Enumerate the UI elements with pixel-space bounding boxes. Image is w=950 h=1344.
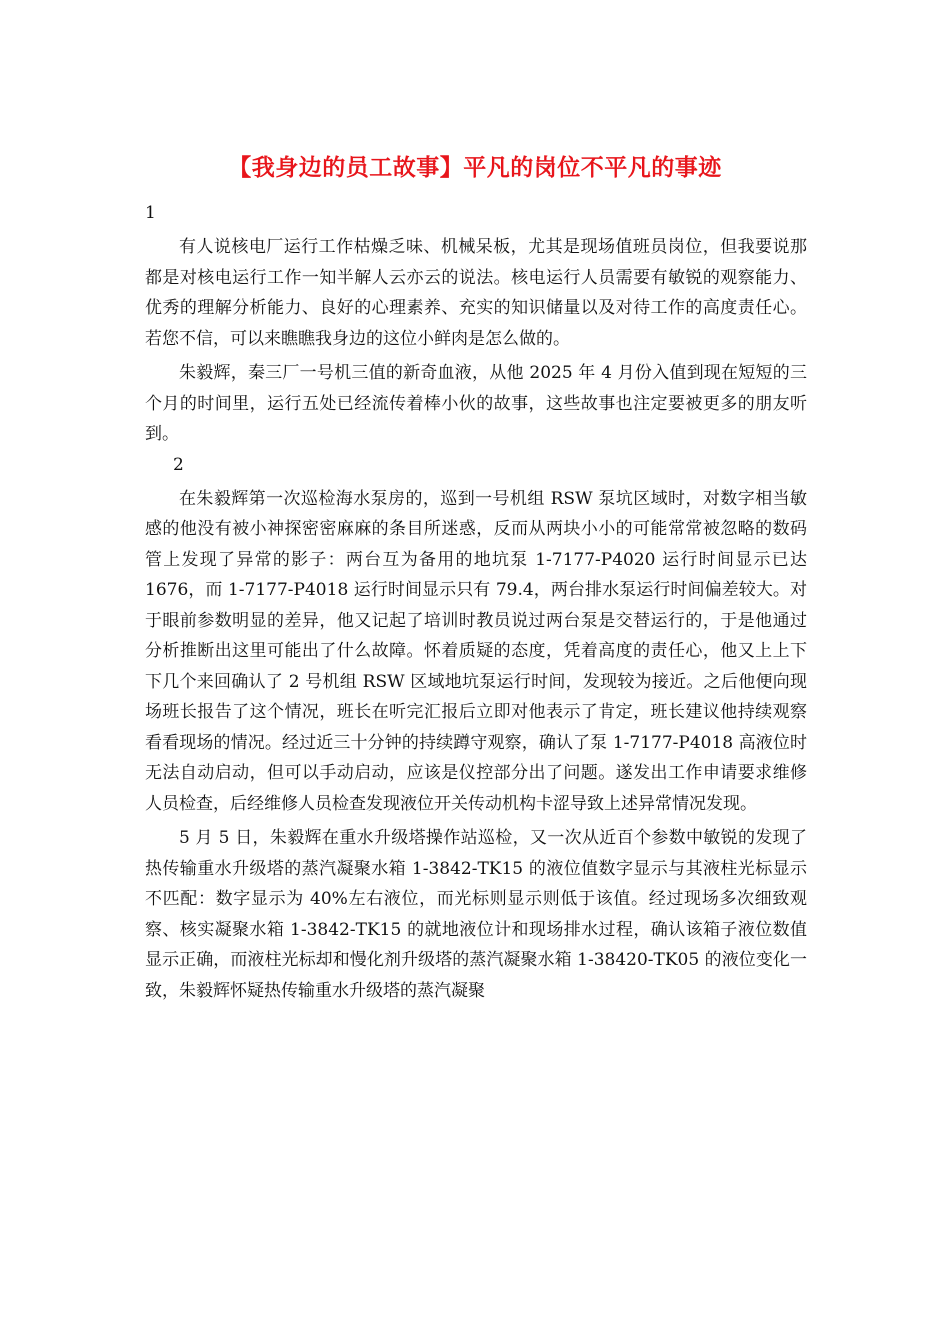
paragraph-may-inspection: 5 月 5 日，朱毅辉在重水升级塔操作站巡检，又一次从近百个参数中敏锐的发现了热传输重水升级塔的蒸汽凝聚水箱 1-3842-TK15 的液位值数字显示与其液柱光标显示不匹配：数字显示为 40%左右液位，而光标则显示则低于该值。经过现场多次细致观察、核实凝聚水箱 1-3842-TK15 的就地液位计和现场排水过程，确认该箱子液位数值显示正确，而液柱光标却和慢化剂升级塔的蒸汽凝聚水箱 1-38420-TK05 的液位变化一致，朱毅辉怀疑热传输重水升级塔的蒸汽凝聚: [145, 828, 807, 1001]
section-marker-1: 1: [145, 203, 156, 223]
paragraph-rsw-inspection: 在朱毅辉第一次巡检海水泵房的，巡到一号机组 RSW 泵坑区域时，对数字相当敏感的他没有被小神探密密麻麻的条目所迷惑，反而从两块小小的可能常常被忽略的数码管上发现了异常的影子：两台互为备用的地坑泵 1-7177-P4020 运行时间显示已达 1676，而 1-7177-P4018 运行时间显示只有 79.4，两台排水泵运行时间偏差较大。对于眼前参数明显的差异，他又记起了培训时教员说过两台泵是交替运行的，于是他通过分析推断出这里可能出了什么故障。怀着质疑的态度，凭着高度的责任心，他又上上下下几个来回确认了 2 号机组 RSW 区域地坑泵运行时间，发现较为接近。之后他便向现场班长报告了这个情况，班长在听完汇报后立即对他表示了肯定，班长建议他持续观察看看现场的情况。经过近三十分钟的持续蹲守观察，确认了泵 1-7177-P4018 高液位时无法自动启动，但可以手动启动，应该是仪控部分出了问题。遂发出工作申请要求维修人员检查，后经维修人员检查发现液位开关传动机构卡涩导致上述异常情况发现。: [145, 488, 807, 814]
document-title: 【我身边的员工故事】平凡的岗位不平凡的事迹: [228, 155, 722, 181]
document-body: [145, 198, 807, 1006]
section-marker-2: 2: [173, 454, 184, 475]
paragraph-profile: 朱毅辉，秦三厂一号机三值的新奇血液，从他 2025 年 4 月份入值到现在短短的三个月的时间里，运行五处已经流传着棒小伙的故事，这些故事也注定要被更多的朋友听到。: [145, 363, 807, 444]
paragraph-intro: 有人说核电厂运行工作枯燥乏味、机械呆板，尤其是现场值班员岗位，但我要说那都是对核电运行工作一知半解人云亦云的说法。核电运行人员需要有敏锐的观察能力、优秀的理解分析能力、良好的心理素养、充实的知识储量以及对待工作的高度责任心。若您不信，可以来瞧瞧我身边的这位小鲜肉是怎么做的。: [145, 237, 807, 349]
